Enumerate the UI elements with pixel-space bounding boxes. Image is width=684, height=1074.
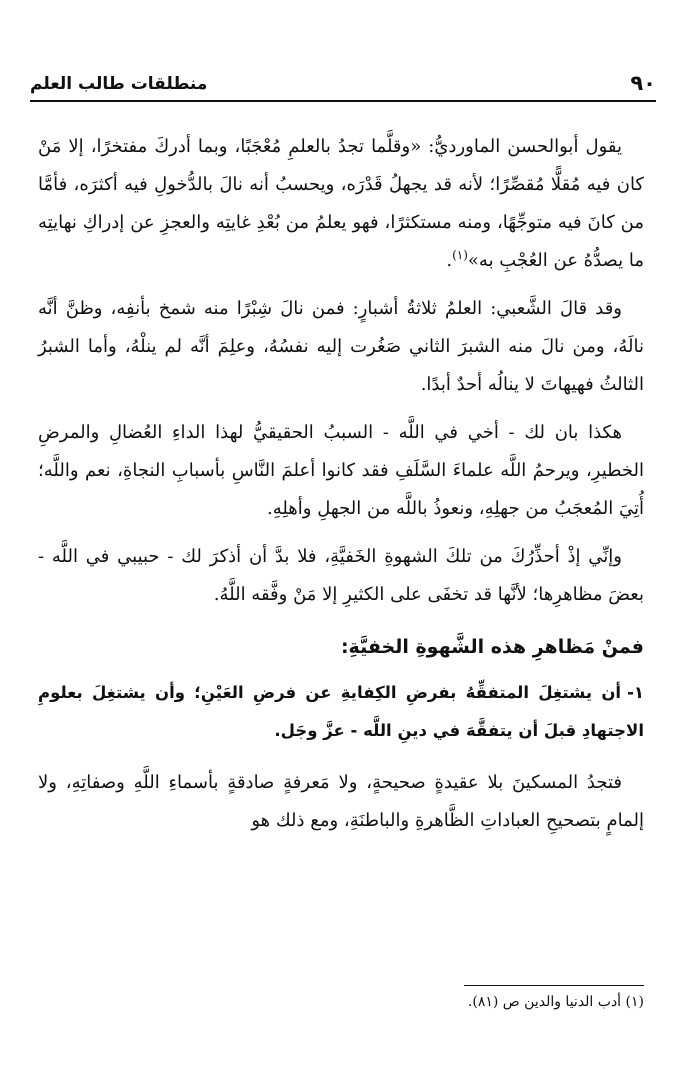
section-heading: فمنْ مَظاهرِ هذه الشَّهوةِ الخفيَّةِ: — [340, 636, 644, 658]
paragraph-shabi-quote — [38, 290, 644, 404]
paragraph-text: هكذا بان لك - أخي في اللَّه - السببُ الحقيقيُّ لهذا الداءِ العُضالِ والمرضِ الخطيرِ، ويرحمُ اللَّه علماءَ السَّلَفِ فقد كانوا أعلمَ النَّاسِ بأسبابِ النجاةِ، نعم واللَّه؛ أُتِيَ المُعجَبُ من جهلِهِ، ونعوذُ باللَّه من الجهلِ وأهلِهِ. — [38, 422, 644, 519]
paragraph-mawardi-quote — [38, 128, 644, 280]
list-item-text: أن يشتغِلَ المتفقِّهُ بفرضِ الكِفايةِ عن فرضِ العَيْنِ؛ وأن يشتغِلَ بعلومِ الاجتهادِ قبلَ أن يتفقَّهَ في دينِ اللَّه - عزَّ وجَل. — [38, 683, 644, 740]
page-number: ٩٠ — [630, 71, 656, 95]
paragraph-text: يقول أبوالحسن الماورديُّ: «وقلَّما تجدُ بالعلمِ مُعْجَبًا، وبما أدركَ مفتخرًا، إلا مَنْ كان فيه مُقلًّا مُقصِّرًا؛ لأنه قد يجهلُ قَدْرَه، ويحسبُ أنه نالَ بالدُّخولِ فيه أكثرَه، فأمَّا من كانَ فيه متوجِّهًا، ومنه مستكثرًا، فهو يعلمُ من بُعْدِ غايتِه والعجزِ عن إدراكِ نهايتِه ما يصدُّهُ عن العُجْبِ به» — [38, 136, 644, 271]
paragraph-warning — [38, 538, 644, 614]
page-body — [38, 128, 644, 850]
footnote-reference: (١) — [452, 248, 468, 262]
footnote-rule — [464, 985, 644, 986]
list-item — [38, 674, 644, 750]
running-head — [30, 62, 656, 96]
header-rule — [30, 100, 656, 102]
paragraph-tail: . — [446, 250, 453, 271]
list-item-number: ١- — [627, 683, 644, 702]
running-title: منطلقات طالب العلم — [30, 74, 208, 94]
paragraph-cause — [38, 414, 644, 528]
footnote-text: أدب الدنيا والدين ص (٨١). — [467, 994, 622, 1010]
paragraph-closing — [38, 764, 644, 840]
paragraph-text: وقد قالَ الشَّعبي: العلمُ ثلاثةُ أشبارٍ: فمن نالَ شِبْرًا منه شمخ بأنفِه، وظنَّ أنَّه نالَهُ، ومن نالَ منه الشبرَ الثاني صَغُرت إليه نفسُهُ، وعلِمَ أنَّه لم ينلْهُ، وأما الشبرُ الثالثُ فهيهاتَ لا ينالُه أحدٌ أبدًا. — [38, 298, 644, 395]
footnote — [38, 991, 644, 1013]
paragraph-text: فتجدُ المسكينَ بلا عقيدةٍ صحيحةٍ، ولا مَعرفةٍ صادقةٍ بأسماءِ اللَّهِ وصفاتِهِ، ولا إلمامٍ بتصحيحِ العباداتِ الظَّاهرةِ والباطنَةِ، ومع ذلك هو — [38, 772, 644, 831]
paragraph-text: وإنِّي إذْ أحذِّرُكَ من تلكَ الشهوةِ الخَفيَّةِ، فلا بدَّ أن أذكرَ لك - حبيبي في اللَّه - بعضَ مظاهرِها؛ لأنَّها قد تخفَى على الكثيرِ إلا مَنْ وفَّقه اللَّهُ. — [38, 546, 644, 605]
footnote-number: (١) — [625, 994, 644, 1010]
